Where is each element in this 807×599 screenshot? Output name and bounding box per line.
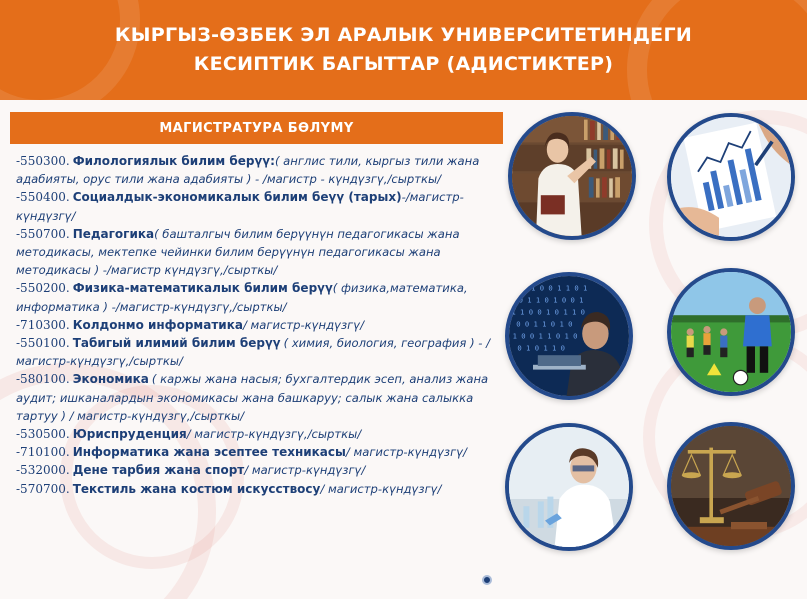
program-name: Текстиль жана костюм искусствосу xyxy=(72,481,321,496)
program-item xyxy=(16,225,498,280)
program-item xyxy=(16,188,498,224)
business-charts-photo xyxy=(667,113,795,241)
program-code: -580100. xyxy=(16,372,70,387)
program-code: -532000. xyxy=(16,463,70,478)
program-name: Колдонмо информатика xyxy=(72,317,243,332)
program-detail: ( англис тили, кыргыз тили жана адабияты, орус тили жана адабияты ) - /магистр - күндүзгү,/сырткы/ xyxy=(16,154,480,187)
program-detail: / магистр-күндүзгү/ xyxy=(345,445,467,460)
program-name: Педагогика xyxy=(72,226,155,241)
program-item xyxy=(16,152,498,188)
svg-text:0 1 0 1 1 0: 0 1 0 1 1 0 xyxy=(517,343,566,353)
svg-text:1 0 1 0 0 1 1 0 1: 1 0 1 0 0 1 1 0 1 xyxy=(513,283,588,293)
program-item xyxy=(16,480,498,498)
page-indicator-dot xyxy=(482,575,492,585)
program-detail: / магистр-күндүзгү/ xyxy=(242,317,365,332)
program-code: -550700. xyxy=(16,226,70,241)
program-code: -710100. xyxy=(16,445,70,460)
svg-text:0 0 1 1 0 1 0: 0 0 1 1 0 1 0 xyxy=(516,319,573,329)
laboratory-scientist-photo xyxy=(505,423,633,551)
library-books-photo xyxy=(508,112,636,240)
page-title-line-1: КЫРГЫЗ-ӨЗБЕК ЭЛ АРАЛЫК УНИВЕРСИТЕТИНДЕГИ xyxy=(114,24,693,46)
program-detail: ( башталгыч билим берүүнүн педагогикасы жана методикасы, мектепке чейинки билим берүүнүн педагогикасы жана методикасы ) -/магистр күндүзгү,/сырткы/ xyxy=(16,226,460,278)
program-code: -530500. xyxy=(16,427,70,442)
program-name: Информатика жана эсептее техникасы xyxy=(72,445,346,460)
program-code: -550300. xyxy=(16,154,70,168)
program-detail: / магистр-күндүзгү,/сырткы/ xyxy=(186,427,362,442)
program-name: Табигый илимий билим берүү xyxy=(72,336,281,351)
program-name: Филологиялык билим берүү: xyxy=(72,154,275,168)
program-detail: -/магистр-күндүзгү/ xyxy=(16,190,464,223)
program-name: Физика-математикалык билим берүү xyxy=(72,281,333,296)
program-name: Дене тарбия жана спорт xyxy=(72,463,245,478)
section-title: МАГИСТРАТУРА БӨЛҮМҮ xyxy=(159,120,354,136)
program-item xyxy=(16,370,498,425)
programmer-binary-code-photo xyxy=(505,272,633,400)
program-code: -710300. xyxy=(16,317,70,332)
program-item xyxy=(16,425,498,443)
svg-text:1 0 0 1 1 0 1 0: 1 0 0 1 1 0 1 0 xyxy=(512,331,578,341)
page-title-line-2: КЕСИПТИК БАГЫТТАР (АДИСТИКТЕР) xyxy=(193,53,614,75)
program-detail: ( каржы жана насыя; бухгалтердик эсеп, анализ жана аудит; ишканалардын экономикасы жана башкаруу; салык жана салыкка тартуу ) / магистр-күндүзгү,/сырткы/ xyxy=(16,372,489,423)
program-detail: ( физика,математика, информатика ) -/магистр-күндүзгү,/сырткы/ xyxy=(16,281,468,314)
program-name: Экономика xyxy=(72,372,149,387)
program-item xyxy=(16,461,498,479)
program-code: -570700. xyxy=(16,481,70,496)
football-training-photo xyxy=(667,268,795,396)
svg-text:1 1 0 0 1 0 1 1 0: 1 1 0 0 1 0 1 1 0 xyxy=(511,307,585,317)
header-ornament xyxy=(627,0,807,100)
program-detail: / магистр-күндүзгү/ xyxy=(320,481,442,496)
program-name: Социалдык-экономикалык билим беүү (тарых) xyxy=(72,190,402,205)
header-banner xyxy=(0,0,807,100)
justice-scales-gavel-photo xyxy=(667,422,795,550)
program-list xyxy=(16,152,498,498)
program-item xyxy=(16,334,498,370)
program-detail: ( химия, биология, география ) - / магистр-күндүзгү,/сырткы/ xyxy=(16,336,491,369)
program-item xyxy=(16,279,498,315)
header-ornament xyxy=(0,0,140,100)
program-code: -550400. xyxy=(16,190,70,205)
program-code: -550200. xyxy=(16,281,70,296)
program-item xyxy=(16,316,498,334)
svg-text:0 1 1 0 1 0 0 1: 0 1 1 0 1 0 0 1 xyxy=(518,295,584,305)
program-name: Юриспруденция xyxy=(72,427,187,442)
program-code: -550100. xyxy=(16,336,70,351)
program-item xyxy=(16,443,498,461)
program-detail: / магистр-күндүзгү/ xyxy=(244,463,366,478)
section-header-bar xyxy=(10,112,503,144)
